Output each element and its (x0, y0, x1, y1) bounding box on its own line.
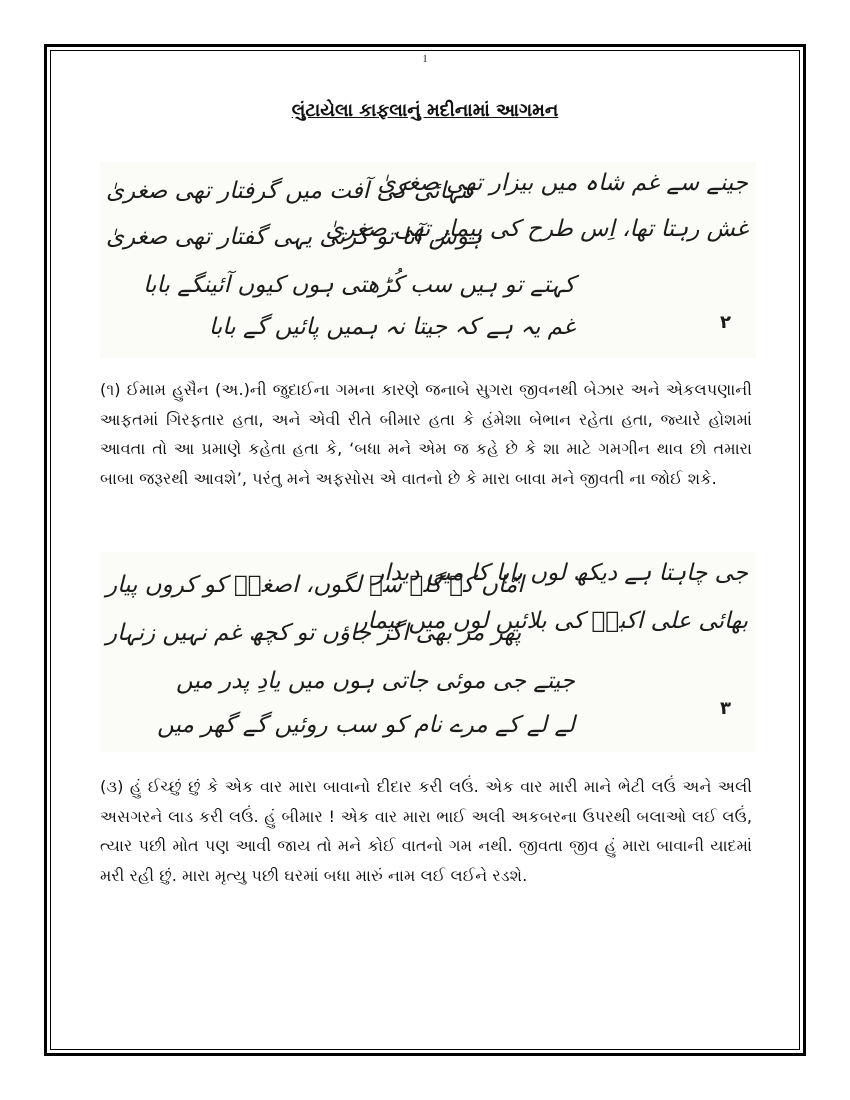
gujarati-paragraph-1: (૧) ઈમામ હુસૈન (અ.)ની જુદાઈના ગમના કારણે જનાબે સુગરા જીવનથી બેઝાર અને એકલપણાની આફતમાં ગિરફતાર હતા, અને એવી રીતે બીમાર હતા કે હંમેશા બેભાન રહેતા હતા, જ્યારે હોશમાં આવતા તો આ પ્રમાણે કહેતા હતા કે, ‘બધા મને એમ જ કહે છે કે શા માટે ગમગીન થાવ છો તમારા બાબા જરૂરથી આવશે’, પરંતુ મને અફસોસ એ વાતનો છે કે મારા બાવા મને જીવતી ના જોઈ શકે. (100, 380, 752, 488)
urdu-verse-line: ہوش آتا تو کرتی یہی گفتار تھی صغریٰ (106, 224, 483, 250)
verse-number: ۳ (720, 698, 731, 719)
urdu-stanza-image-1 (100, 162, 756, 358)
urdu-verse-line: غم یہ ہے کہ جیتا نہ ہمیں پائیں گے بابا (208, 314, 575, 340)
verse-number: ۲ (720, 312, 731, 333)
page-title: લુંટાયેલા કાફલાનું મદીનામાં આગમન (291, 100, 559, 121)
urdu-verse-line: جینے سے غم شاہ میں بیزار تھی صغریٰ (377, 170, 748, 196)
urdu-verse-line: امّاں کے گلے سے لگوں، اصغرؑ کو کروں پیار (106, 572, 524, 598)
urdu-verse-line: تنہائی کی آفت میں گرفتار تھی صغریٰ (106, 178, 474, 204)
urdu-verse-line: غش رہتا تھا، اِس طرح کی بیمار تھی صغریٰ (325, 216, 748, 242)
urdu-verse-line: جیتے جی موئی جاتی ہوں میں یادِ پدر میں (175, 668, 575, 694)
urdu-verse-line: بھائی علی اکبرؑ کی بلائیں لوں میں بیمار (356, 608, 748, 634)
urdu-verse-line: پھر مر بھی اگر جاؤں تو کچھ غم نہیں زنہار (106, 620, 522, 646)
urdu-verse-line: جی چاہتا ہے دیکھ لوں بابا کا میں دیدار (373, 560, 748, 586)
page-number: 1 (422, 54, 428, 65)
gujarati-paragraph-2: (૩) હું ઈચ્છું છું કે એક વાર મારા બાવાનો દીદાર કરી લઉં. એક વાર મારી માને ભેટી લઉં અને અલી અસગરને લાડ કરી લઉં. હું બીમાર ! એક વાર મારા ભાઈ અલી અકબરના ઉપરથી બલાઓ લઈ લઉં, ત્યાર પછી મોત પણ આવી જાય તો મને કોઈ વાતનો ગમ નથી. જીવતા જીવ હું મારા બાવાની યાદમાં મરી રહી છું. મારા મૃત્યુ પછી ઘરમાં બધા મારું નામ લઈ લઈને રડશે. (100, 777, 752, 885)
urdu-verse-line: لے لے کے مرے نام کو سب روئیں گے گھر میں (157, 712, 575, 738)
urdu-stanza-image-2 (100, 552, 756, 752)
urdu-verse-line: کہتے تو ہیں سب کُڑھتی ہوں کیوں آئینگے بابا (143, 272, 575, 298)
